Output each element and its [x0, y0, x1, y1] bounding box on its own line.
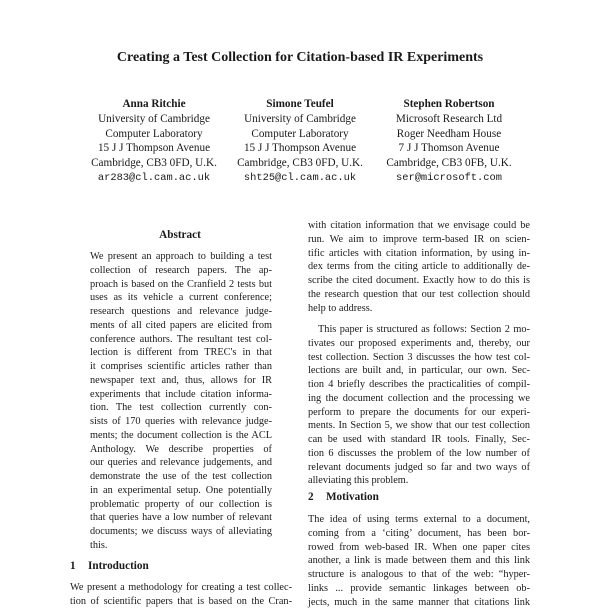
text-line: dex terms from the citing article to additionally de- [308, 260, 530, 274]
section-body [70, 581, 292, 609]
section-body [308, 513, 530, 609]
text-line: the research question that our test collection should [308, 288, 530, 302]
text-line: sists of 170 queries with relevance judge- [90, 415, 272, 429]
author-name: Anna Ritchie [69, 97, 239, 112]
text-line: tific articles with citation information, by using in- [308, 247, 530, 261]
text-line: uses as its vehicle a current conference; [90, 291, 272, 305]
text-line: links ... provide semantic linkages between ob- [308, 582, 530, 596]
paragraph [308, 323, 530, 488]
text-line: ing the document collection and the processing we [308, 392, 530, 406]
text-line: structure is analogous to that of the web: “hyper- [308, 568, 530, 582]
paper-title: Creating a Test Collection for Citation-based IR Experiments [0, 50, 600, 66]
text-line: documents; we discuss ways of alleviating [90, 525, 272, 539]
author-email: sht25@cl.cam.ac.uk [215, 171, 385, 186]
text-line: problematic property of our collection is [90, 498, 272, 512]
text-line: proach is based on the Cranfield 2 tests but [90, 278, 272, 292]
text-line: demonstrate the use of the test collection [90, 470, 272, 484]
text-line: collection of research papers. The ap- [90, 264, 272, 278]
section-number: 1 [70, 560, 88, 572]
text-line: coming from a ‘citing’ document, has been bor- [308, 527, 530, 541]
section-number: 2 [308, 491, 326, 503]
paragraph [308, 219, 530, 315]
text-line: Anthology. We describe properties of [90, 443, 272, 457]
text-line: help to address. [308, 302, 530, 316]
text-line: newspaper text and, thus, allows for IR [90, 374, 272, 388]
text-line: ments. In Section 5, we show that our test collection [308, 419, 530, 433]
author-block [215, 97, 385, 186]
text-line: research questions and relevance judge- [90, 305, 272, 319]
text-line: alleviating this problem. [308, 474, 530, 488]
author-affiliation-line: Cambridge, CB3 0FB, U.K. [364, 156, 534, 171]
author-affiliation-line: 7 J J Thomson Avenue [364, 141, 534, 156]
author-affiliation-line: Microsoft Research Ltd [364, 112, 534, 127]
text-line: lections are built and, in particular, our own. Sec- [308, 364, 530, 378]
author-affiliation-line: Computer Laboratory [69, 127, 239, 142]
text-line: this. [90, 539, 272, 553]
text-line: We present a methodology for creating a test collec- [70, 581, 292, 595]
section-heading [70, 560, 149, 572]
text-line: our queries and relevance judgements, and [90, 456, 272, 470]
author-email: ar283@cl.cam.ac.uk [69, 171, 239, 186]
author-affiliation-line: University of Cambridge [69, 112, 239, 127]
section-heading [308, 491, 379, 503]
text-line: tivates our proposed experiments and, thereby, our [308, 337, 530, 351]
text-line: We present an approach to building a test [90, 250, 272, 264]
text-line: relevant documents judged so far and two ways of [308, 461, 530, 475]
text-line: test collection. Section 3 discusses the how test col- [308, 351, 530, 365]
text-line: experiments that include citation informa- [90, 388, 272, 402]
section-title: Introduction [88, 560, 149, 572]
abstract-heading: Abstract [70, 229, 290, 241]
text-line: that queries have a low number of relevant [90, 511, 272, 525]
text-line: with citation information that we envisage could be [308, 219, 530, 233]
text-line: can be used with standard IR tools. Finally, Sec- [308, 433, 530, 447]
section-title: Motivation [326, 491, 379, 503]
author-affiliation-line: University of Cambridge [215, 112, 385, 127]
author-block [364, 97, 534, 186]
author-affiliation-line: 15 J J Thompson Avenue [215, 141, 385, 156]
text-line: conference authors. The resultant test col- [90, 333, 272, 347]
author-block [69, 97, 239, 186]
author-name: Simone Teufel [215, 97, 385, 112]
text-line: run. We aim to improve term-based IR on scien- [308, 233, 530, 247]
author-affiliation-line: Cambridge, CB3 0FD, U.K. [69, 156, 239, 171]
author-affiliation-line: Roger Needham House [364, 127, 534, 142]
author-affiliation-line: 15 J J Thompson Avenue [69, 141, 239, 156]
text-line: another, a link is made between them and this link [308, 554, 530, 568]
text-line: ments; the document collection is the ACL [90, 429, 272, 443]
text-line: it comprises scientific articles rather than [90, 360, 272, 374]
text-line: This paper is structured as follows: Section 2 mo- [308, 323, 530, 337]
text-line: perform to prepare the documents for our experi- [308, 406, 530, 420]
text-line: tion 4 briefly describes the practicalities of compil- [308, 378, 530, 392]
text-line: tion. The test collection currently con- [90, 401, 272, 415]
text-line: lection is different from TREC's in that [90, 346, 272, 360]
text-line: in an experimental setup. One potentially [90, 484, 272, 498]
author-email: ser@microsoft.com [364, 171, 534, 186]
text-line: ments of all cited papers are elicited from [90, 319, 272, 333]
text-line: tion 6 discusses the problem of the low number of [308, 447, 530, 461]
text-line: jects, much in the same manner that citations link [308, 596, 530, 609]
text-line: The idea of using terms external to a document, [308, 513, 530, 527]
author-affiliation-line: Cambridge, CB3 0FD, U.K. [215, 156, 385, 171]
author-affiliation-line: Computer Laboratory [215, 127, 385, 142]
abstract-body [90, 250, 272, 553]
author-name: Stephen Robertson [364, 97, 534, 112]
text-line: scribe the cited document. Exactly how to do this is [308, 274, 530, 288]
text-line: tion of scientific papers that is based on the Cran- [70, 595, 292, 609]
text-line: rowed from web-based IR. When one paper cites [308, 541, 530, 555]
